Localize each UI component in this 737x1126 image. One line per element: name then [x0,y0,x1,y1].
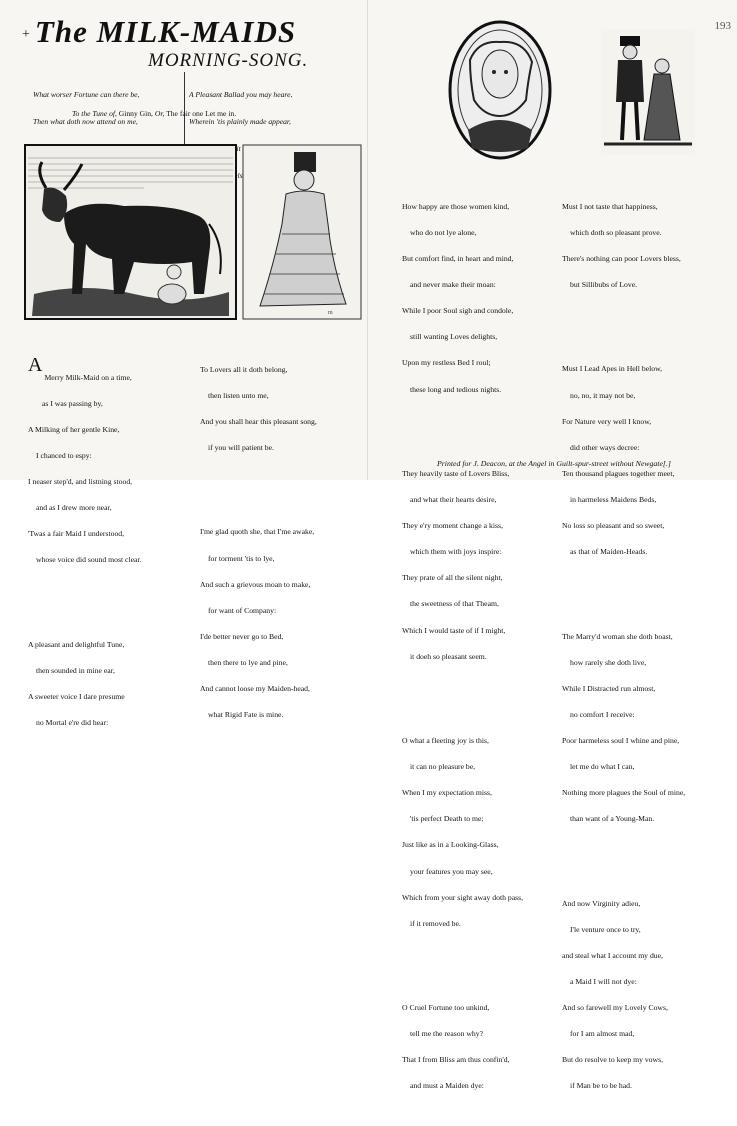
intro-line: A Pleasant Ballad you may heare, [189,90,293,99]
verse-line: than want of a Young-Man. [570,814,655,824]
verse-line: as that of Maiden-Heads. [570,547,648,557]
cross-icon: + [22,26,31,42]
drop-capital: A [28,354,43,377]
page-fold [367,0,368,480]
verse-line: They e'ry moment change a kiss, [402,521,503,531]
verse-line: The Marry'd woman she doth boast, [562,631,673,641]
verse-line: and must a Maiden dye: [410,1081,484,1091]
verse-line: While I Distracted run almost, [562,683,656,693]
verse-line: no comfort I receive: [570,709,635,719]
cow-woodcut-image [24,144,237,320]
tune-or: Or, [154,109,165,118]
verse-column-1 [28,330,141,762]
verse-line: That I from Bliss am thus confin'd, [402,1055,510,1065]
verse-line: still wanting Loves delights, [410,332,498,342]
verse-line: your features you may see, [410,866,493,876]
verse-line: Nothing more plagues the Soul of mine, [562,788,686,798]
verse-line: no, no, it may not be, [570,390,636,400]
stanza [402,453,523,679]
verse-line: Merry Milk-Maid on a time, [44,372,132,382]
verse-line: then listen unto me, [208,390,269,400]
verse-column-3 [402,168,523,1126]
page-number: 193 [714,20,731,32]
verse-line: While I poor Soul sigh and condole, [402,306,514,316]
verse-line: Must I Lead Apes in Hell below, [562,364,663,374]
verse-line: then there to lye and pine, [208,658,288,668]
verse-line: Poor harmeless soul I whine and pine, [562,736,680,745]
verse-line: I chanced to espy: [36,450,92,460]
verse-line: And cannot loose my Maiden-head, [200,684,310,694]
portrait-woodcut-image [448,20,552,160]
verse-line: let me do what I can, [570,762,635,772]
verse-line: did other ways decree: [570,442,640,452]
verse-line: for I am almost mad, [570,1029,635,1039]
verse-line: There's nothing can poor Lovers bless, [562,254,681,264]
verse-line: who do not lye alone, [410,227,477,237]
verse-column-4 [562,168,685,1126]
verse-line: A pleasant and delightful Tune, [28,639,125,649]
verse-line: A Milking of her gentle Kine, [28,424,120,434]
verse-line: I neaser step'd, and listning stood, [28,476,133,486]
verse-line: which doth so pleasant prove. [570,227,662,237]
verse-line: a Maid I will not dye: [570,976,637,986]
verse-line: as I was passing by, [42,398,103,408]
verse-line: in harmeless Maidens Beds, [570,495,657,505]
verse-line: How happy are those women kind, [402,201,510,211]
couple-woodcut-image [600,28,696,156]
verse-line: no Mortal e're did hear: [36,717,109,727]
stanza [402,185,523,411]
ballad-subtitle: MORNING-SONG. [148,50,309,71]
tune-label: To the Tune of, [72,109,117,118]
verse-line: Upon my restless Bed I roul; [402,358,491,368]
verse-line: how rarely she doth live, [570,657,647,667]
stanza [402,720,523,946]
imprint-line: Printed for J. Deacon, at the Angel in Guilt-spur-street without Newgate[.] [437,459,671,468]
verse-line: and what their hearts desire, [410,495,497,505]
verse-line: Ten thousand plagues together meet, [562,468,675,478]
verse-line: I'de better never go to Bed, [200,631,284,641]
verse-line: what Rigid Fate is mine. [208,710,284,720]
verse-line: for torment 'tis to lye, [208,553,275,563]
verse-line: then sounded in mine ear, [36,665,115,675]
verse-line: it doeh so pleasant seem. [410,651,487,661]
verse-line: And so farewell my Lovely Cows, [562,1003,668,1013]
verse-line: Just like as in a Looking-Glass, [402,840,499,850]
stanza [28,623,141,745]
verse-line: 'tis perfect Death to me; [410,814,484,824]
tune-name: The fair one Let me in. [166,109,237,118]
verse-line: No loss so pleasant and so sweet, [562,521,665,531]
verse-line: which them with joys inspire: [410,547,502,557]
tune-name: Ginny Gin, [118,109,153,118]
verse-line: And now Virginity adieu, [562,898,641,908]
verse-line: O what a fleeting joy is this, [402,736,489,745]
verse-line: They heavily taste of Lovers Bliss, [402,468,510,478]
verse-line: But do resolve to keep my vows, [562,1055,663,1065]
verse-line: For Nature very well I know, [562,416,652,426]
verse-line: and as I drew more near, [36,503,112,513]
verse-line: if you will patient be. [208,443,274,453]
verse-line: And you shall hear this pleasant song, [200,417,317,427]
verse-line: A sweeter voice I dare presume [28,691,125,701]
verse-line: When I my expectation miss, [402,788,492,798]
verse-line: it can no pleasure be, [410,762,476,772]
intro-line: What worser Fortune can there be, [33,90,140,99]
verse-line: but Sillibubs of Love. [570,280,638,290]
verse-line: Must I not taste that happiness, [562,201,658,211]
verse-line: 'Twas a fair Maid I understood, [28,529,125,539]
verse-line: for want of Company: [208,605,277,615]
milkmaid-woodcut-image [242,144,362,320]
stanza [562,615,685,841]
ballad-title [22,14,296,50]
stanza [562,882,685,1108]
verse-line: They prate of all the silent night, [402,573,503,583]
svg-text:m: m [328,310,333,316]
verse-line: But comfort find, in heart and mind, [402,254,514,264]
verse-line: and steal what I account my due, [562,950,663,960]
verse-line: And such a grievous moan to make, [200,579,311,589]
stanza [562,185,685,307]
verse-line: To Lovers all it doth belong, [200,364,288,374]
title-text: The MILK-MAIDS [34,14,297,49]
verse-line: I'le venture once to try, [570,924,641,934]
verse-line: O Cruel Fortune too unkind, [402,1003,490,1013]
verse-line: Which I would taste of if I might, [402,625,506,635]
verse-line: I'me glad quoth she, that I'me awake, [200,527,315,537]
stanza [28,347,141,582]
verse-line: and never make their moan: [410,280,496,290]
stanza [402,987,523,1109]
stanza [200,348,317,470]
intro-line: Wherein 'tis plainly made appear, [189,117,291,126]
stanza [200,511,317,737]
tune-line [72,109,236,118]
verse-line: tell me the reason why? [410,1029,484,1039]
verse-line: if Man be to be had. [570,1081,632,1091]
verse-line: Which from your sight away doth pass, [402,892,524,902]
verse-line: the sweetness of that Theam, [410,599,499,609]
verse-line: whose voice did sound most clear. [36,555,142,565]
intro-line: Then what doth now attend on me, [33,117,138,126]
verse-column-2 [200,331,317,755]
verse-line: if it removed be. [410,918,461,928]
verse-line: these long and tedious nights. [410,384,502,394]
